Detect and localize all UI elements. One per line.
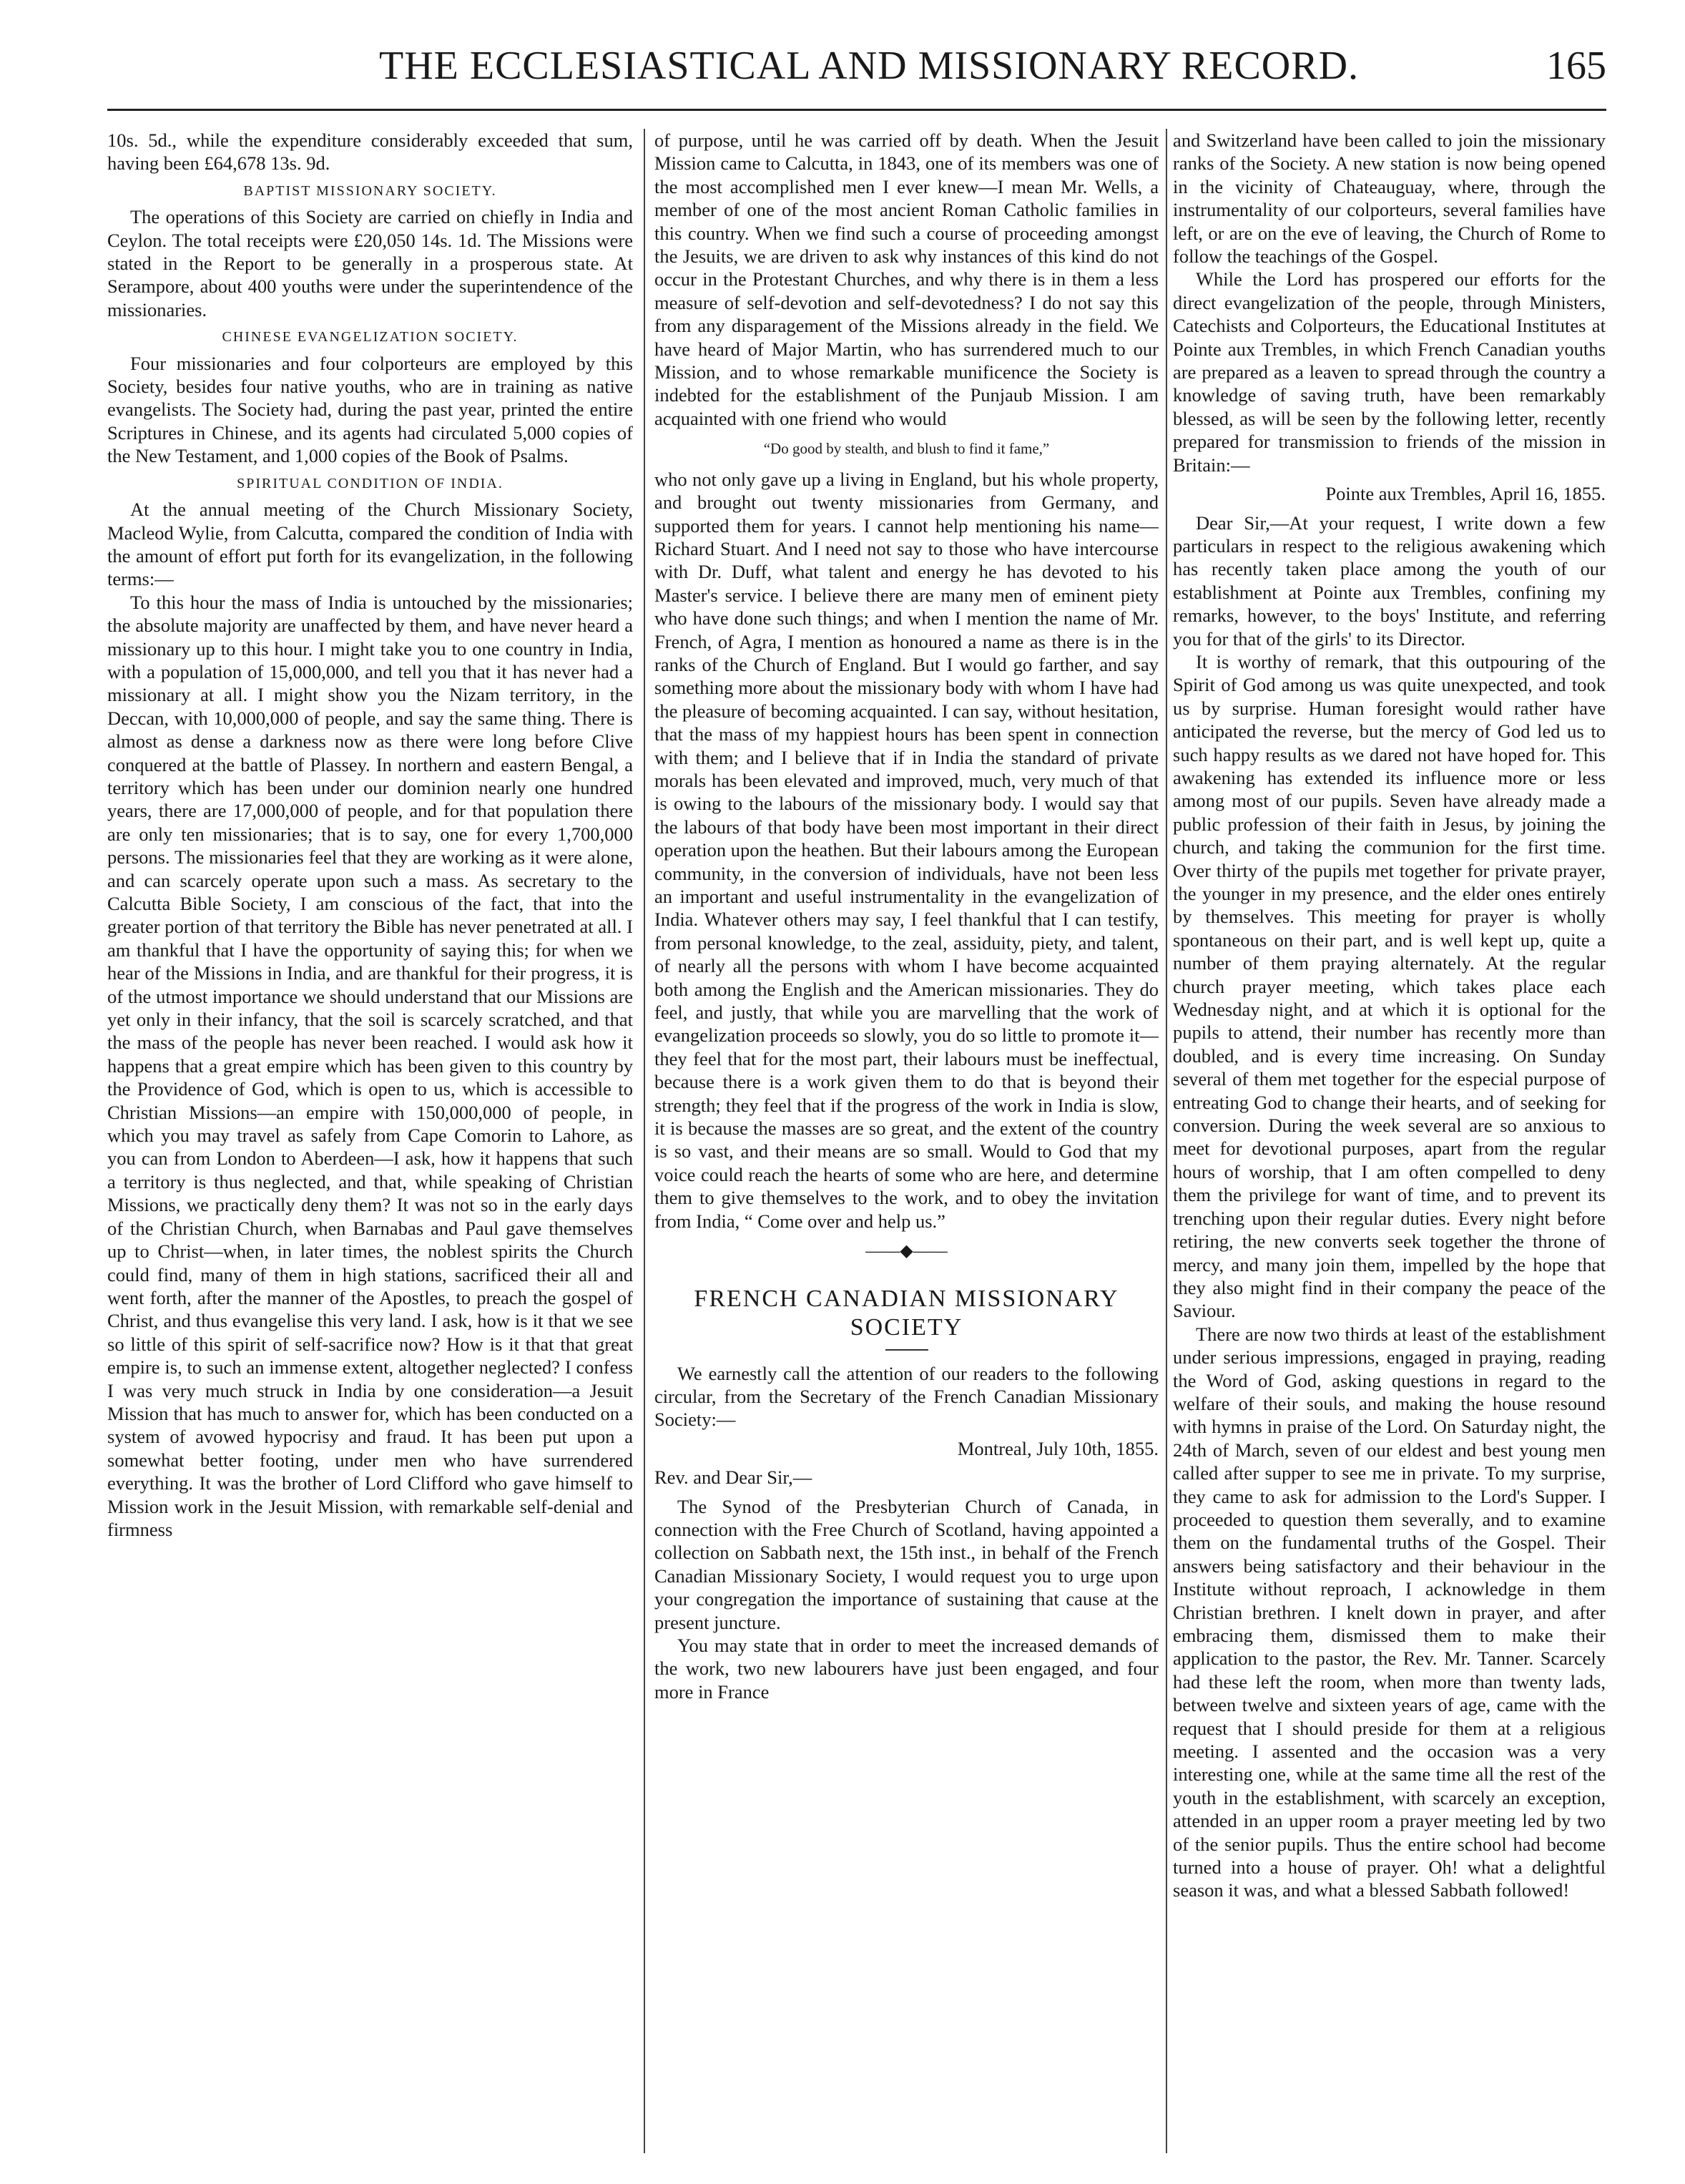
paragraph: The Synod of the Presbyterian Church of Canada, in connection with the Free Church of Scotland, having appointed a collection on Sabbath next, the 15th inst., in behalf of the French Canadian Missionary Society, I would request you to urge upon your congregation the importance of sustaining that cause at the present juncture. <box>654 1495 1159 1633</box>
paragraph: Dear Sir,—At your request, I write down a few particulars in respect to the religious awakening which has recently taken place among the youth of our establishment at Pointe aux Trembles, confining my remarks, however, to the boys' Institute, and referring you for that of the girls' to its Director. <box>1173 511 1606 650</box>
column-divider <box>644 129 645 2153</box>
header-rule <box>107 109 1606 111</box>
paragraph: The operations of this Society are carried on chiefly in India and Ceylon. The total receipts were £20,050 14s. 1d. The Missions were stated in the Report to be generally in a prosperous state. At Serampore, about 400 youths were under the superintendence of the missionaries. <box>107 206 633 320</box>
article-heading <box>654 1285 1159 1342</box>
column-2 <box>654 129 1159 2153</box>
paragraph: It is worthy of remark, that this outpouring of the Spirit of God among us was quite unexpected, and took us by surprise. Human foresight would rather have anticipated the reverse, but the mercy of God led us to such happy results as we dared not have hoped for. This awakening has extended its influence more or less among most of our pupils. Seven have already made a public profession of their faith in Jesus, by joining the church, and taking the communion for the first time. Over thirty of the pupils met together for private prayer, the younger in my presence, and the elder ones entirely by themselves. This meeting for prayer is wholly spontaneous on their part, and is well kept up, quite a number of them praying alternately. At the regular church prayer meeting, which takes place each Wednesday night, and at which it is optional for the pupils to attend, their number has recently more than doubled, and is every time increasing. On Sunday several of them met together for the especial purpose of entreating God to change their hearts, and of seeking for conversion. During the week several are so anxious to meet for devotional purposes, apart from the regular hours of worship, that I am often compelled to deny them the privilege for want of time, and to prevent its trenching upon their regular duties. Every night before retiring, the new converts seek together the throne of mercy, and many join them, impelled by the hope that they also might find in their company the peace of the Saviour. <box>1173 650 1606 1322</box>
article-heading-line-2: SOCIETY <box>850 1313 963 1341</box>
short-rule <box>885 1349 928 1351</box>
paragraph: To this hour the mass of India is untouched by the missionaries; the absolute majority are unaffected by them, and have never heard a missionary up to this hour. I might take you to one country in India, with a population of 15,000,000, and tell you that it has never had a missionary at all. I might show you the Nizam territory, in the Deccan, with 10,000,000 of people, and say the same thing. There is almost as dense a darkness now as there were long before Clive conquered at the battle of Plassey. In northern and eastern Bengal, a territory which has been under our dominion nearly one hundred years, there are 17,000,000 of people, and for that population there are only ten missionaries; that is to say, one for every 1,700,000 persons. The missionaries feel that they are working as it were alone, and can scarcely operate upon such a mass. As secretary to the Calcutta Bible Society, I am conscious of the fact, that into the greater portion of that territory the Bible has never penetrated at all. I am thankful that I have the opportunity of saying this; for when we hear of the Missions in India, and are thankful for their progress, it is of the utmost importance we should understand that our Missions are yet only in their infancy, that the soil is scarcely scratched, and that the mass of the people has never been reached. I would ask how it happens that a great empire which has been given to this country by the Providence of God, which is open to us, which is accessible to Christian Missions—an empire with 150,000,000 of people, in which you may travel as safely from Cape Comorin to Lahore, as you can from London to Aberdeen—I ask, how it happens that such a territory is thus neglected, and that, while speaking of Christian Missions, we practically deny them? It was not so in the early days of the Christian Church, when Barnabas and Paul gave themselves up to Christ—when, in later times, the noblest spirits the Church could find, many of them in high stations, sacrificed their all and went forth, after the manner of the Apostles, to preach the gospel of Christ, and thus evangelise this very land. I ask, how is it that we see so little of this spirit of self-sacrifice now? How is it that that great empire is, to such an immense extent, altogether neglected? I confess I was very much struck in India by one consideration—a Jesuit Mission that has much to answer for, which has been conducted on a system of avowed hypocrisy and fraud. It has been put upon a somewhat better footing, under men who have surrendered everything. It was the brother of Lord Clifford who gave himself to Mission work in the Jesuit Mission, with remarkable self-denial and firmness <box>107 591 633 1540</box>
dateline: Pointe aux Trembles, April 16, 1855. <box>1325 483 1606 505</box>
salutation: Rev. and Dear Sir,— <box>654 1466 812 1489</box>
paragraph: Four missionaries and four colporteurs are employed by this Society, besides four native youths, who are in training as native evangelists. The Society had, during the past year, printed the entire Scriptures in Chinese, and its agents had circulated 5,000 copies of the New Testament, and 1,000 copies of the Book of Psalms. <box>107 352 633 467</box>
dateline: Montreal, July 10th, 1855. <box>957 1437 1159 1459</box>
section-heading-chinese: CHINESE EVANGELIZATION SOCIETY. <box>222 329 519 346</box>
ornament-divider: ——◆—— <box>865 1242 948 1261</box>
paragraph: who not only gave up a living in England, but his whole property, and brought out twenty missionaries from Germany, and supported them for years. I cannot help mentioning his name—Richard Stuart. And I need not say to those who have intercourse with Dr. Duff, what talent and energy he has devoted to his Master's service. I believe there are many men of eminent piety who have done such things; and when I mention the name of Mr. French, of Agra, I mention as honoured a name as there is in the ranks of the Church of England. But I would go farther, and say something more about the missionary body with whom I have had the pleasure of becoming acquainted. I can say, without hesitation, that the mass of my happiest hours has been spent in connection with them; and I believe that if in India the standard of private morals has been elevated and improved, much, very much of that is owing to the labours of the missionary body. I would say that the labours of that body have been most important in their direct operation upon the heathen. But their labours among the European community, in the conversion of individuals, have not been less an important and useful instrumentality in the evangelization of India. Whatever others may say, I feel thankful that I can testify, from personal knowledge, to the zeal, assiduity, piety, and talent, of nearly all the persons with whom I have become acquainted both among the English and the American missionaries. They do feel, and justly, that while you are marvelling that the work of evangelization proceeds so slowly, you do so little to promote it—they feel that for the most part, their labours must be ineffectual, because there is a work given them to do that is beyond their strength; they feel that if the progress of the work in India is slow, it is because the masses are so great, and the extent of the country is so vast, and their means are so small. Would to God that my voice could reach the hearts of some who are here, and determine them to give themselves to the work, and to obey the invitation from India, “ Come over and help us.” <box>654 468 1159 1232</box>
quotation: “Do good by stealth, and blush to find it fame,” <box>763 440 1050 458</box>
paragraph: of purpose, until he was carried off by death. When the Jesuit Mission came to Calcutta, in 1843, one of its members was one of the most accomplished men I ever knew—I mean Mr. Wells, a member of one of the most ancient Roman Catholic families in this country. When we find such a course of proceeding amongst the Jesuits, we are driven to ask why instances of this kind do not occur in the Protestant Churches, and why there is in them a less measure of self-devotion and self-devotedness? I do not say this from any disparagement of the Missions already in the field. We have heard of Major Martin, who has surrendered much to our Mission, and to whose remarkable munificence the Society is indebted for the establishment of the Punjaub Mission. I am acquainted with one friend who would <box>654 129 1159 429</box>
article-heading-line-1: FRENCH CANADIAN MISSIONARY <box>694 1285 1119 1312</box>
paragraph: 10s. 5d., while the expenditure considerably exceeded that sum, having been £64,678 13s. 9d. <box>107 129 633 175</box>
paragraph: There are now two thirds at least of the establishment under serious impressions, engaged in praying, reading the Word of God, asking questions in regard to the welfare of their souls, and making the house resound with hymns in praise of the Lord. On Saturday night, the 24th of March, seven of our eldest and best young men called after supper to see me in private. To my surprise, they came to ask for admission to the Lord's Supper. I proceeded to question them severally, and to examine them on the fundamental truths of the Gospel. Their answers being satisfactory and their behaviour in the Institute without reproach, I acknowledge in them Christian brethren. I knelt down in prayer, and after embracing them, dismissed them to make their application to the pastor, the Rev. Mr. Tanner. Scarcely had these left the room, when more than twenty lads, between twelve and sixteen years of age, came with the request that I should preside for them at a religious meeting. I assented and the occasion was a very interesting one, while at the same time all the rest of the youth in the establishment, with scarcely an exception, attended in an upper room a prayer meeting led by two of the senior pupils. Thus the entire school had become turned into a house of prayer. Oh! what a delightful season it was, and what a blessed Sabbath followed! <box>1173 1323 1606 1901</box>
page-number: 165 <box>1546 44 1606 88</box>
column-1 <box>107 129 633 2153</box>
paragraph: We earnestly call the attention of our readers to the following circular, from the Secretary of the French Canadian Missionary Society:— <box>654 1362 1159 1431</box>
paragraph: and Switzerland have been called to join the missionary ranks of the Society. A new station is now being opened in the vicinity of Chateauguay, where, through the instrumentality of our colporteurs, several families have left, or are on the eve of leaving, the Church of Rome to follow the teachings of the Gospel. <box>1173 129 1606 268</box>
paragraph: You may state that in order to meet the increased demands of the work, two new labourers have just been engaged, and four more in France <box>654 1634 1159 1703</box>
journal-title: THE ECCLESIASTICAL AND MISSIONARY RECORD. <box>379 44 1360 88</box>
section-heading-baptist: BAPTIST MISSIONARY SOCIETY. <box>243 182 497 199</box>
paragraph: While the Lord has prospered our efforts for the direct evangelization of the people, through Ministers, Catechists and Colporteurs, the Educational Institutes at Pointe aux Trembles, in which French Canadian youths are prepared as a leaven to spread through the country a knowledge of saving truth, have been remarkably blessed, as will be seen by the following letter, recently prepared for transmission to friends of the mission in Britain:— <box>1173 268 1606 476</box>
column-3 <box>1173 129 1606 2153</box>
running-header <box>107 43 1606 100</box>
section-heading-spiritual: SPIRITUAL CONDITION OF INDIA. <box>237 475 503 491</box>
column-divider <box>1166 129 1167 2153</box>
paragraph: At the annual meeting of the Church Missionary Society, Macleod Wylie, from Calcutta, compared the condition of India with the amount of effort put forth for its evangelization, in the following terms:— <box>107 499 633 590</box>
